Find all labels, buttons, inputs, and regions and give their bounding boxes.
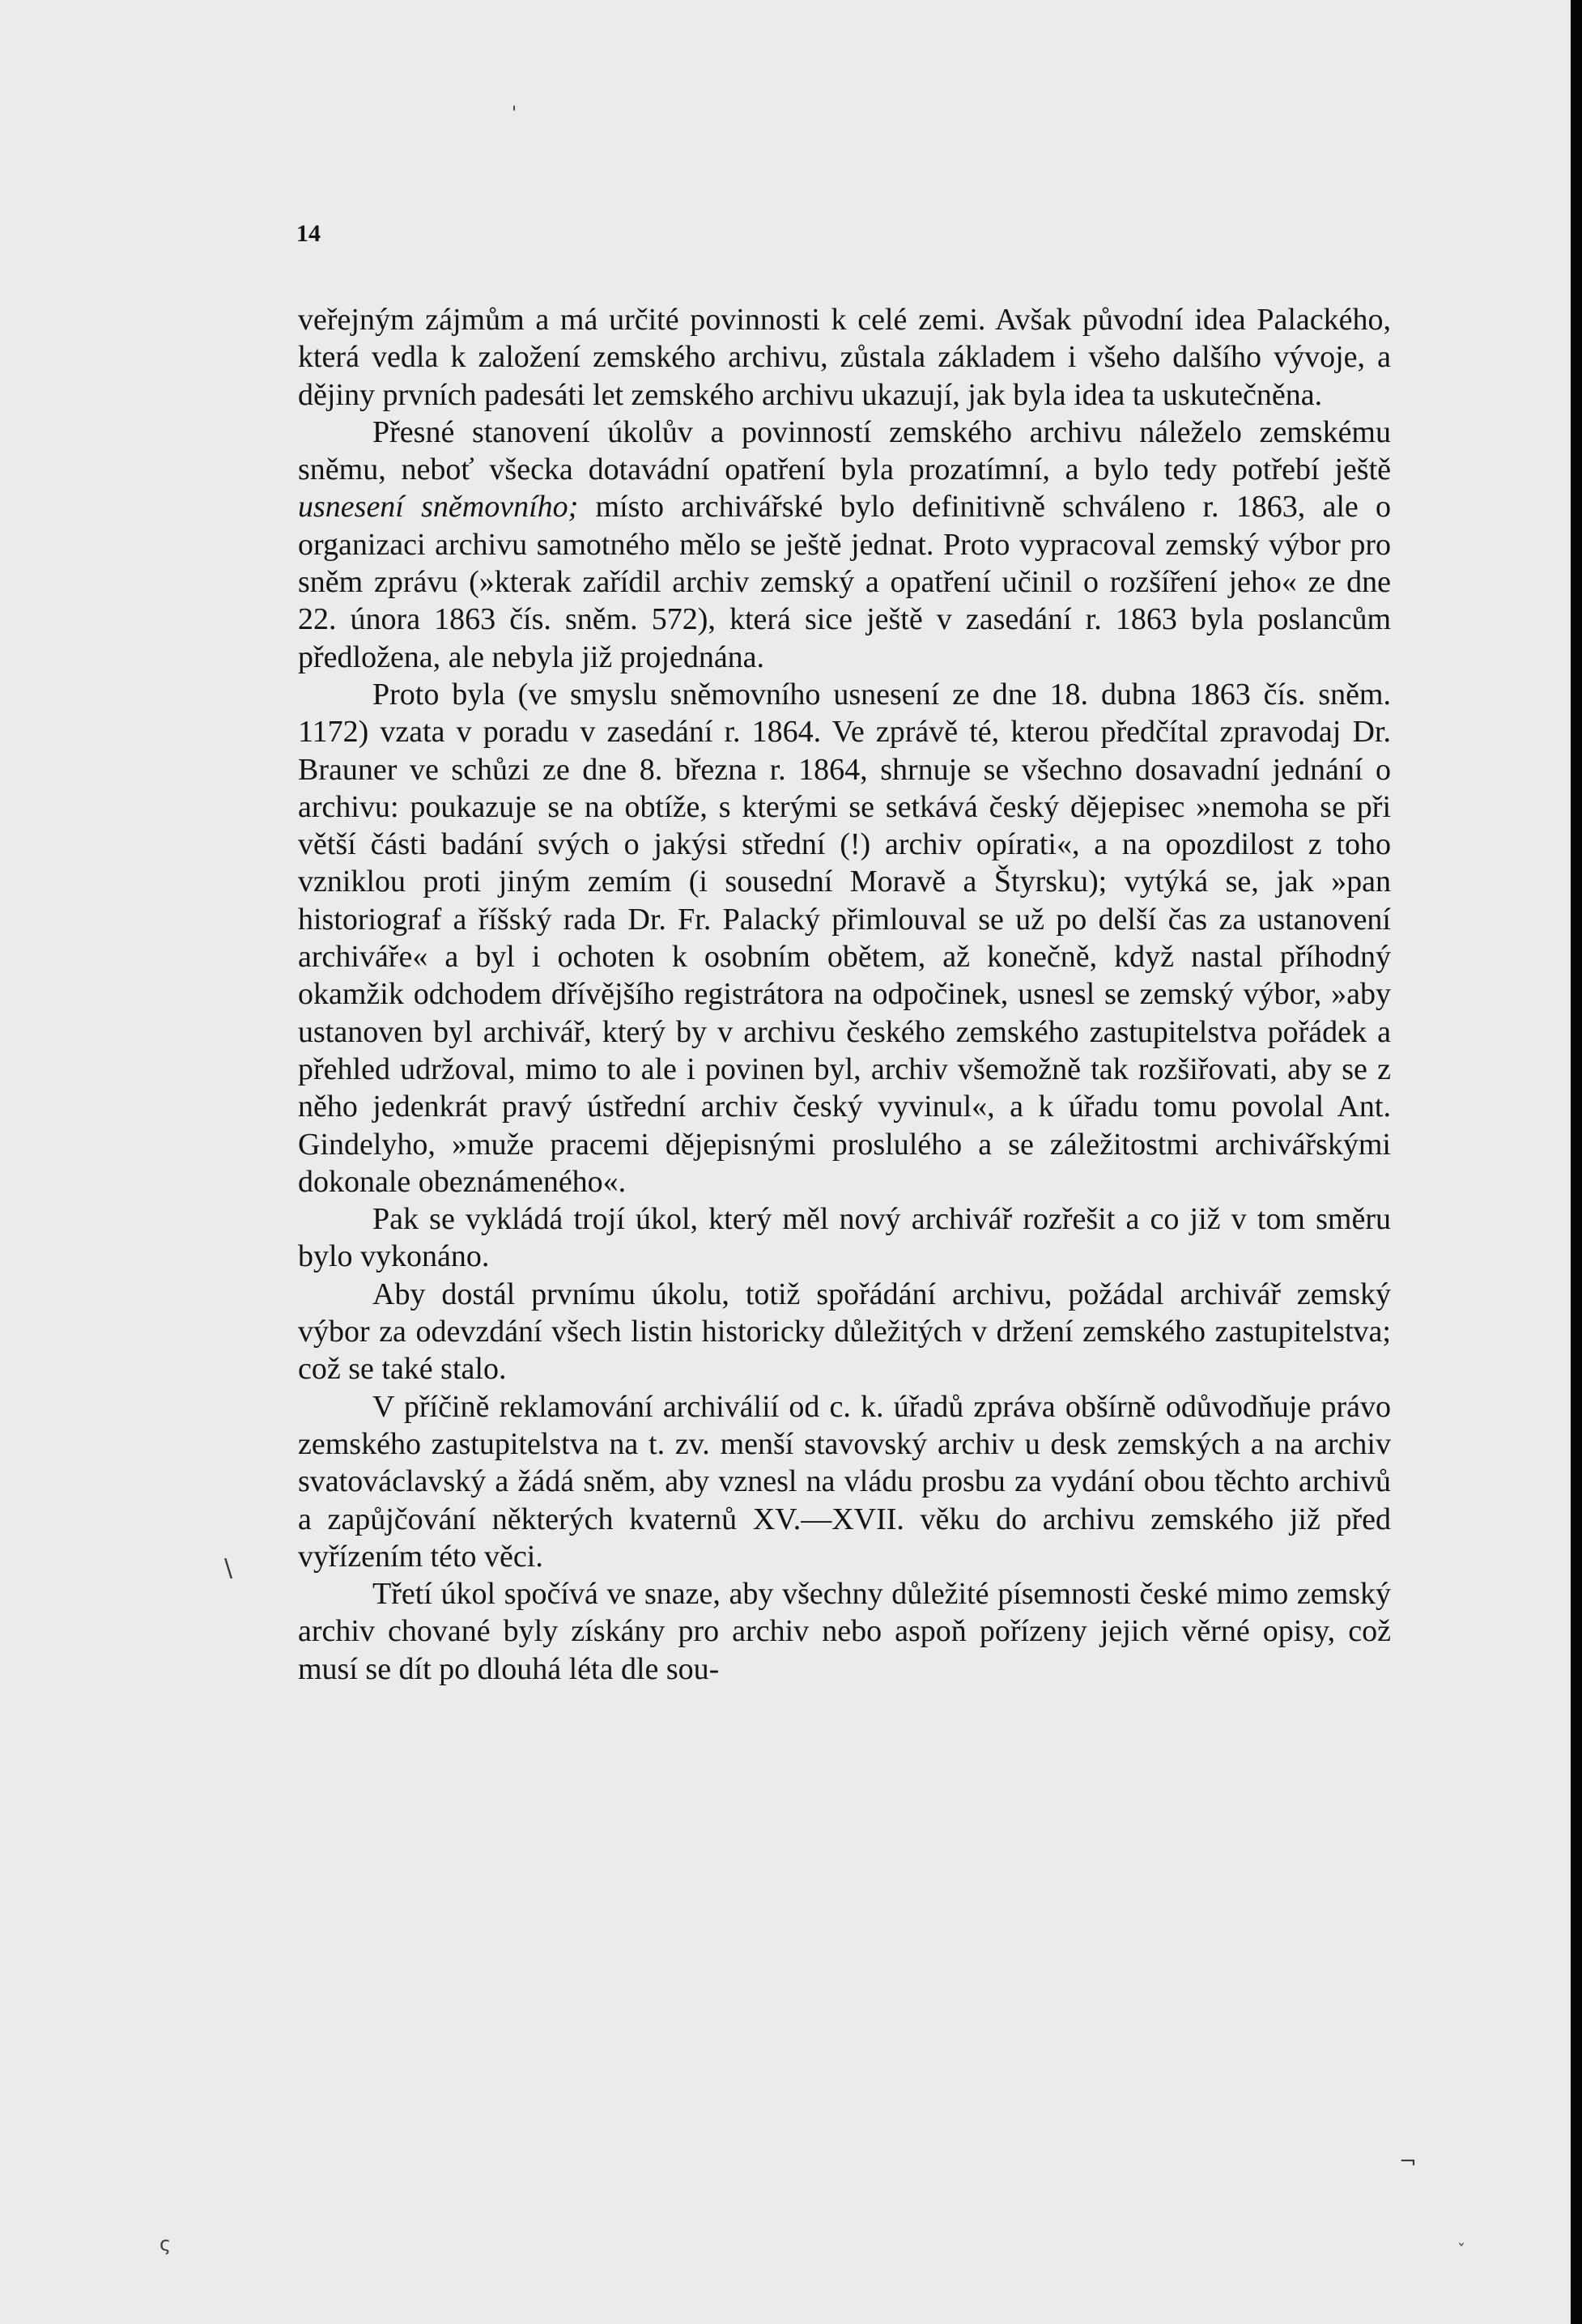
paragraph-2-text-a: Přesné stanovení úkolův a povinností zemského archivu náleželo zemskému sněmu, neboť všecka dotavádní opatření byla prozatímní, a bylo tedy potřebí ještě (298, 414, 1391, 487)
scan-speck: ς (159, 2233, 172, 2255)
paragraph-4: Pak se vykládá trojí úkol, který měl nový archivář rozřešit a co již v tom směru bylo vykonáno. (298, 1202, 1391, 1274)
scan-edge (1571, 0, 1582, 2324)
scan-speck: \ (224, 1554, 233, 1583)
scan-speck: ¬ (1399, 2150, 1417, 2174)
paragraph-2-text-b: místo archivářské bylo definitivně schváleno r. 1863, ale o organizaci archivu samotného mělo se ještě jednat. Proto vypracoval zemský výbor pro sněm zprávu (»kterak zařídil archiv zemský a opatření učinil o rozšíření jeho« ze dne 22. února 1863 čís. sněm. 572), která sice ještě v zasedání r. 1863 byla poslancům předložena, ale nebyla již projednána. (298, 490, 1392, 674)
body-text (298, 301, 1391, 1688)
paragraph-2 (298, 414, 1391, 676)
scan-speck: ˇ (1457, 2241, 1465, 2260)
paragraph-1: veřejným zájmům a má určité povinnosti k celé zemi. Avšak původní idea Palackého, která vedla k založení zemského archivu, zůstala základem i všeho dalšího vývoje, a dějiny prvních padesáti let zemského archivu ukazují, jak byla idea ta uskutečněna. (298, 303, 1391, 412)
page-number: 14 (296, 220, 321, 247)
paragraph-2-emphasis: usnesení sněmovního; (298, 490, 579, 525)
scan-speck: ' (512, 104, 517, 124)
paragraph-6: V příčině reklamování archiválií od c. k. úřadů zpráva obšírně odůvodňuje právo zemského zastupitelstva na t. zv. menší stavovský archiv u desk zemských a na archiv svatováclavský a žádá sněm, aby vznesl na vládu prosbu za vydání obou těchto archivů a zapůjčování některých kvaternů XV.—XVII. věku do archivu zemského již před vyřízením této věci. (298, 1389, 1391, 1574)
paragraph-7: Třetí úkol spočívá ve snaze, aby všechny důležité písemnosti české mimo zemský archiv chované byly získány pro archiv nebo aspoň pořízeny jejich věrné opisy, což musí se dít po dlouhá léta dle sou- (298, 1577, 1391, 1686)
paragraph-5: Aby dostál prvnímu úkolu, totiž spořádání archivu, požádal archivář zemský výbor za odevzdání všech listin historicky důležitých v držení zemského zastupitelstva; což se také stalo. (298, 1277, 1391, 1387)
paragraph-3: Proto byla (ve smyslu sněmovního usnesení ze dne 18. dubna 1863 čís. sněm. 1172) vzata v poradu v zasedání r. 1864. Ve zprávě té, kterou předčítal zpravodaj Dr. Brauner ve schůzi ze dne 8. března r. 1864, shrnuje se všechno dosavadní jednání o archivu: poukazuje se na obtíže, s kterými se setkává český dějepisec »nemoha se při větší části badání svých o jakýsi střední (!) archiv opírati«, a na opozdilost z toho vzniklou proti jiným zemím (i sousední Moravě a Štyrsku); vytýká se, jak »pan historiograf a říšský rada Dr. Fr. Palacký přimlouval se už po delší čas za ustanovení archiváře« a byl i ochoten k osobním obětem, až konečně, když nastal příhodný okamžik odchodem dřívějšího registrátora na odpočinek, usnesl se zemský výbor, »aby ustanoven byl archivář, který by v archivu českého zemského zastupitelstva pořádek a přehled udržoval, mimo to ale i povinen byl, archiv všemožně tak rozšiřovati, aby se z něho jedenkrát pravý ústřední archiv český vyvinul«, a k úřadu tomu povolal Ant. Gindelyho, »muže pracemi dějepisnými proslulého a se záležitostmi archivářskými dokonale obeznámeného«. (298, 677, 1391, 1199)
